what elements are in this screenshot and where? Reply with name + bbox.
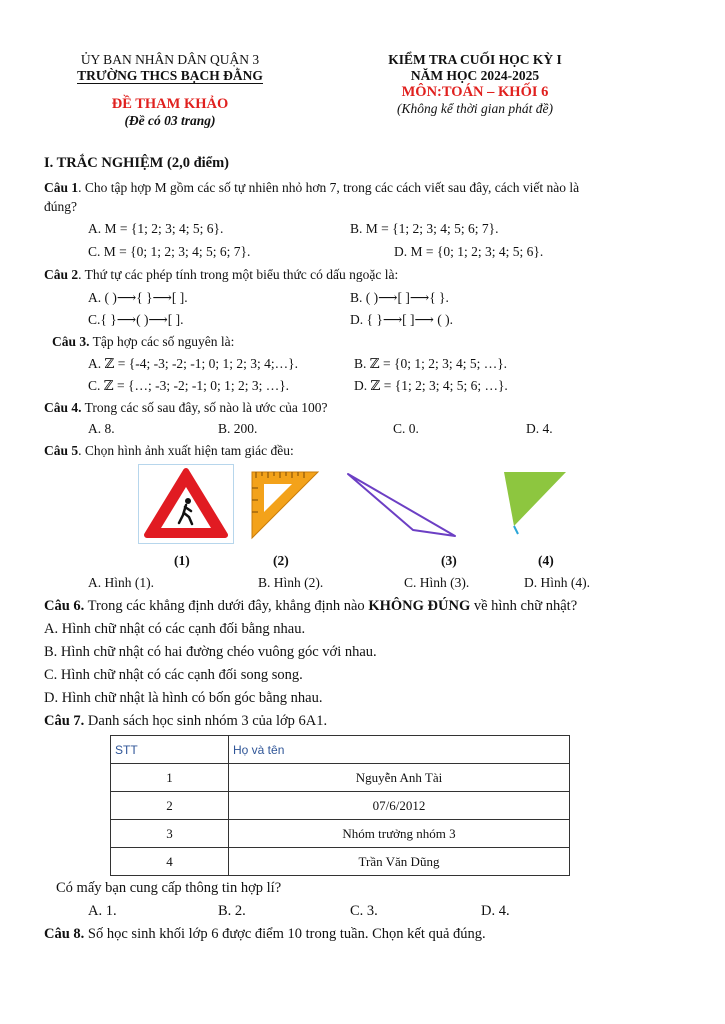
table-cell-name: Nguyễn Anh Tài <box>229 764 570 792</box>
q2-option-c[interactable]: C.{ }⟶( )⟶[ ]. <box>88 312 184 327</box>
district-name: ỦY BAN NHÂN DÂN QUẬN 3 <box>80 52 260 67</box>
q6-option-b[interactable]: B. Hình chữ nhật có hai đường chéo vuông góc với nhau. <box>44 644 377 660</box>
q1-option-b[interactable]: B. M = {1; 2; 3; 4; 5; 6; 7}. <box>350 221 499 236</box>
table-row <box>111 764 570 792</box>
q5-option-a[interactable]: A. Hình (1). <box>88 575 154 590</box>
q6-stem: Câu 6. Trong các khẳng định dưới đây, khẳng định nào KHÔNG ĐÚNG về hình chữ nhật? <box>44 598 578 614</box>
section-title: I. TRẮC NGHIỆM (2,0 điểm) <box>44 155 230 171</box>
q4-stem: Câu 4. Trong các số sau đây, số nào là ước của 100? <box>44 400 328 415</box>
q6-option-a[interactable]: A. Hình chữ nhật có các cạnh đối bằng nhau. <box>44 621 306 637</box>
q7-option-a[interactable]: A. 1. <box>88 903 117 919</box>
q4-option-b[interactable]: B. 200. <box>218 421 258 436</box>
q7-option-b[interactable]: B. 2. <box>218 903 246 919</box>
q4-option-a[interactable]: A. 8. <box>88 421 115 436</box>
table-row <box>111 792 570 820</box>
header-left <box>40 52 300 129</box>
q3-option-d[interactable]: D. ℤ = {1; 2; 3; 4; 5; 6; …}. <box>354 378 508 393</box>
table-cell-stt: 2 <box>111 792 229 820</box>
exam-title: KIỂM TRA CUỐI HỌC KỲ I <box>388 52 562 67</box>
table-row <box>111 848 570 876</box>
q4-option-d[interactable]: D. 4. <box>526 421 553 436</box>
table-cell-name: Nhóm trưởng nhóm 3 <box>229 820 570 848</box>
table-header-name: Họ và tên <box>229 736 570 764</box>
figure-2-label: (2) <box>273 553 289 568</box>
table-cell-stt: 1 <box>111 764 229 792</box>
q2-stem: Câu 2. Thứ tự các phép tính trong một biểu thức có dấu ngoặc là: <box>44 267 399 282</box>
q3-option-a[interactable]: A. ℤ = {-4; -3; -2; -1; 0; 1; 2; 3; 4;…}. <box>88 356 299 371</box>
table-header-stt: STT <box>111 736 229 764</box>
pedestrian-warning-icon <box>139 465 233 543</box>
q2-option-d[interactable]: D. { }⟶[ ]⟶ ( ). <box>350 312 454 327</box>
q1-stem: Câu 1. Cho tập hợp M gồm các số tự nhiên nhỏ hơn 7, trong các cách viết sau đây, cách viết nào là <box>44 180 580 195</box>
figure-1-label: (1) <box>174 553 190 568</box>
q5-option-b[interactable]: B. Hình (2). <box>258 575 324 590</box>
q3-option-b[interactable]: B. ℤ = {0; 1; 2; 3; 4; 5; …}. <box>354 356 508 371</box>
table-row <box>111 820 570 848</box>
time-note: (Không kể thời gian phát đề) <box>396 101 554 116</box>
subject: MÔN:TOÁN – KHỐI 6 <box>401 84 549 100</box>
q5-option-c[interactable]: C. Hình (3). <box>404 575 470 590</box>
table-cell-name: Trần Văn Dũng <box>229 848 570 876</box>
q4-option-c[interactable]: C. 0. <box>393 421 419 436</box>
q7-option-c[interactable]: C. 3. <box>350 903 378 919</box>
figure-4-green-triangle <box>500 468 570 538</box>
table-header-row <box>111 736 570 764</box>
header-right <box>340 52 610 117</box>
q2-option-a[interactable]: A. ( )⟶{ }⟶[ ]. <box>88 290 188 305</box>
page-count: (Đề có 03 trang) <box>124 113 216 128</box>
school-year: NĂM HỌC 2024-2025 <box>410 68 540 83</box>
exam-type: ĐỀ THAM KHẢO <box>111 96 229 112</box>
figure-2-set-square <box>250 470 320 540</box>
table-cell-name: 07/6/2012 <box>229 792 570 820</box>
q2-option-b[interactable]: B. ( )⟶[ ]⟶{ }. <box>350 290 449 305</box>
q1-option-d[interactable]: D. M = {0; 1; 2; 3; 4; 5; 6}. <box>394 244 544 259</box>
q1-option-a[interactable]: A. M = {1; 2; 3; 4; 5; 6}. <box>88 221 224 236</box>
table-cell-stt: 4 <box>111 848 229 876</box>
q3-stem: Câu 3. Tập hợp các số nguyên là: <box>52 334 235 349</box>
table-cell-stt: 3 <box>111 820 229 848</box>
school-name: TRƯỜNG THCS BẠCH ĐẰNG <box>77 68 263 83</box>
q6-option-d[interactable]: D. Hình chữ nhật là hình có bốn góc bằng nhau. <box>44 690 323 706</box>
q8-stem: Câu 8. Số học sinh khối lớp 6 được điểm 10 trong tuần. Chọn kết quả đúng. <box>44 926 486 942</box>
figure-3-scalene-triangle <box>345 470 460 540</box>
q3-option-c[interactable]: C. ℤ = {…; -3; -2; -1; 0; 1; 2; 3; …}. <box>88 378 290 393</box>
figure-1-warning-sign <box>138 464 234 544</box>
q7-stem: Câu 7. Danh sách học sinh nhóm 3 của lớp 6A1. <box>44 713 328 729</box>
student-list-table <box>110 735 570 876</box>
q5-option-d[interactable]: D. Hình (4). <box>524 575 590 590</box>
q6-option-c[interactable]: C. Hình chữ nhật có các cạnh đối song song. <box>44 667 303 683</box>
figure-3-label: (3) <box>441 553 457 568</box>
q7-option-d[interactable]: D. 4. <box>481 903 510 919</box>
q7-question: Có mấy bạn cung cấp thông tin hợp lí? <box>56 880 282 896</box>
q1-option-c[interactable]: C. M = {0; 1; 2; 3; 4; 5; 6; 7}. <box>88 244 251 259</box>
q1-stem-cont: đúng? <box>44 199 77 214</box>
figure-4-label: (4) <box>538 553 554 568</box>
q5-stem: Câu 5. Chọn hình ảnh xuất hiện tam giác đều: <box>44 443 294 458</box>
